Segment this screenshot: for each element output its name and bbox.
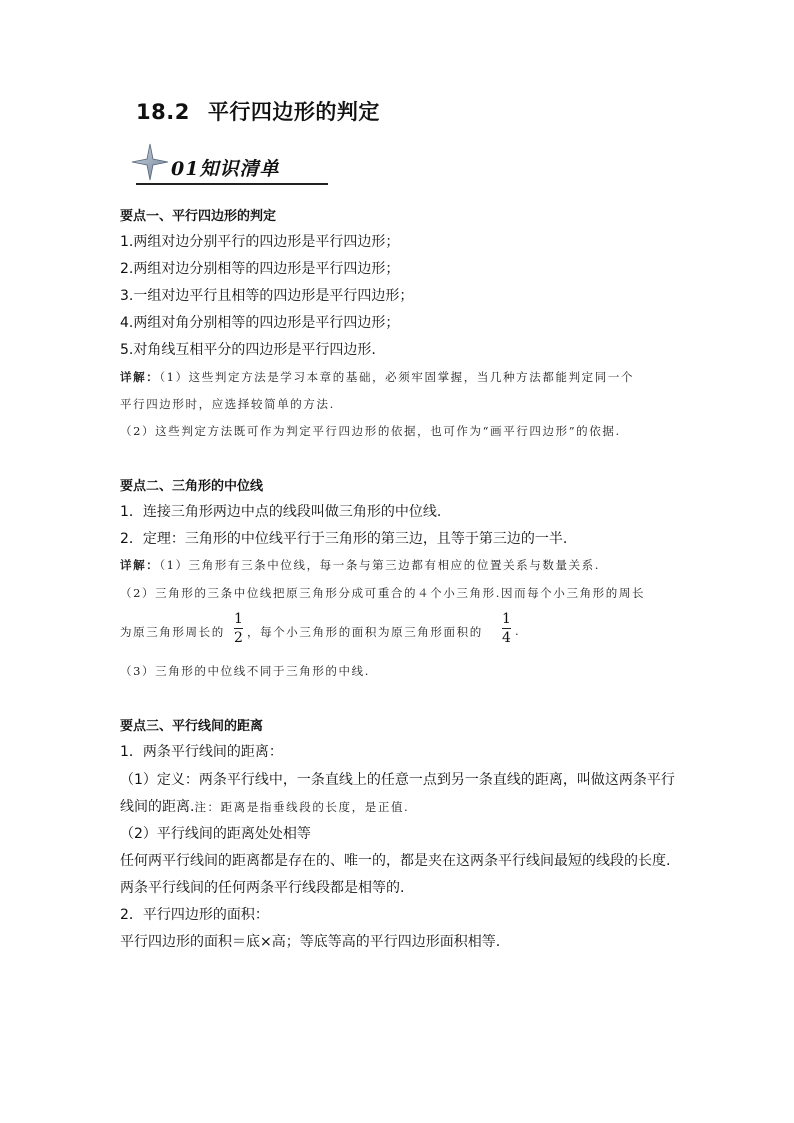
banner-text: 01知识清单: [171, 158, 280, 180]
section1-item-3: 3.一组对边平行且相等的四边形是平行四边形；: [120, 288, 414, 304]
section2-note-1: 详解：（1）三角形有三条中位线，每一条与第三边都有相应的位置关系与数量关系.: [120, 558, 601, 572]
section2-note-3c: .: [515, 624, 521, 638]
section2-note-3a: 为原三角形周长的: [120, 625, 225, 639]
section1-note-3: （2）这些判定方法既可作为判定平行四边形的依据，也可作为“画平行四边形”的依据.: [120, 424, 621, 438]
fraction-one-half: 1 2: [234, 611, 243, 646]
section2-note-2: （2）三角形的三条中位线把原三角形分成可重合的４个小三角形.因而每个小三角形的周长: [120, 586, 646, 600]
note-label: 详解：: [120, 558, 160, 572]
section3-line-c: 平行四边形的面积＝底×高；等底等高的平行四边形面积相等.: [120, 934, 501, 950]
section3-item-3: 2．平行四边形的面积：: [120, 907, 269, 923]
page-title: [136, 96, 380, 126]
fraction-one-quarter: 1 4: [502, 611, 511, 646]
section-banner: [130, 142, 328, 188]
section3-heading: 要点三、平行线间的距离: [120, 719, 264, 734]
banner-underline: [136, 183, 328, 185]
title-text: 平行四边形的判定: [207, 100, 380, 124]
note-label: 详解：: [120, 370, 160, 384]
section1-note-2: 平行四边形时，应选择较简单的方法.: [120, 397, 335, 411]
section1-item-5: 5.对角线互相平分的四边形是平行四边形.: [120, 342, 376, 358]
section2-item-2: 2．定理：三角形的中位线平行于三角形的第三边，且等于第三边的一半.: [120, 531, 568, 547]
section3-item-2: （2）平行线间的距离处处相等: [120, 826, 311, 842]
section2-note-3b: ，每个小三角形的面积为原三角形面积的: [247, 625, 483, 639]
section2-heading: 要点二、三角形的中位线: [120, 479, 264, 494]
four-point-star-icon: [130, 142, 170, 182]
section3-remark: 注：距离是指垂线段的长度，是正值.: [194, 800, 410, 814]
section1-item-1: 1.两组对边分别平行的四边形是平行四边形；: [120, 234, 400, 250]
section2-item-1: 1．连接三角形两边中点的线段叫做三角形的中位线.: [120, 504, 442, 520]
section3-definition-2: 线间的距离.注：距离是指垂线段的长度，是正值.: [120, 799, 410, 815]
section3-definition-1: （1）定义：两条平行线中，一条直线上的任意一点到另一条直线的距离，叫做这两条平行: [120, 772, 675, 788]
section1-note-1: 详解：（1）这些判定方法是学习本章的基础，必须牢固掌握，当几种方法都能判定同一个: [120, 370, 635, 384]
section3-item-1: 1．两条平行线间的距离：: [120, 744, 283, 760]
section1-item-4: 4.两组对角分别相等的四边形是平行四边形；: [120, 315, 400, 331]
section2-note-4: （3）三角形的中位线不同于三角形的中线.: [120, 664, 370, 678]
section1-heading: 要点一、平行四边形的判定: [120, 209, 277, 224]
section3-line-b: 两条平行线间的任何两条平行线段都是相等的.: [120, 880, 405, 896]
section1-item-2: 2.两组对边分别相等的四边形是平行四边形；: [120, 261, 400, 277]
section3-line-a: 任何两平行线间的距离都是存在的、唯一的，都是夹在这两条平行线间最短的线段的长度.: [120, 853, 671, 869]
section-number: 18.2: [136, 100, 190, 124]
